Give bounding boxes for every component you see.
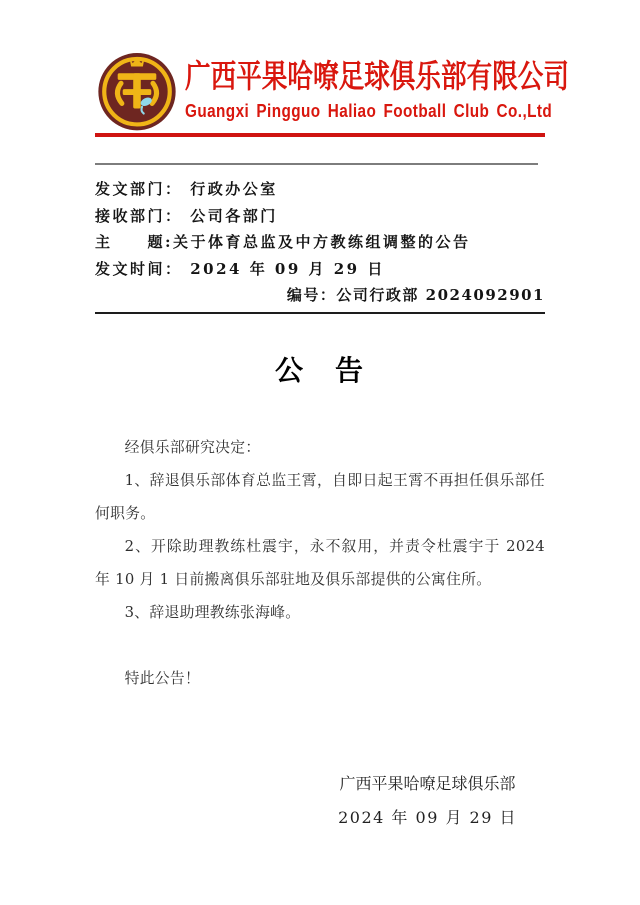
notice-title: 公 告	[274, 353, 365, 387]
letterhead	[95, 48, 570, 132]
letterhead-titles	[179, 57, 570, 122]
doc-number: 编号：公司行政部 2024092901	[286, 286, 545, 304]
notice-item-2: 2、开除助理教练杜震宇，永不叙用，并责令杜震宇于 2024 年 10 月 1 日前搬离俱乐部驻地及俱乐部提供的公寓住所。	[95, 538, 545, 589]
club-logo	[95, 48, 179, 132]
notice-item-1: 1、辞退俱乐部体育总监王霄，自即日起王霄不再担任俱乐部任何职务。	[95, 472, 545, 523]
company-name-en: Guangxi Pingguo Haliao Football Club Co.,Ltd	[185, 101, 553, 121]
gray-divider	[95, 163, 538, 165]
signature-org: 广西平果哈嘹足球俱乐部	[339, 774, 516, 794]
meta-receiving-dept: 接收部门： 公司各部门	[95, 206, 278, 225]
notice-item-3: 3、辞退助理教练张海峰。	[124, 604, 301, 622]
club-emblem-icon	[95, 48, 179, 132]
signature-block	[338, 775, 517, 827]
notice-opening: 经俱乐部研究决定：	[124, 439, 261, 457]
notice-closing: 特此公告！	[124, 670, 201, 688]
document-meta	[95, 176, 545, 309]
black-divider	[95, 312, 545, 314]
red-divider	[95, 133, 545, 137]
meta-issuing-dept: 发文部门： 行政办公室	[95, 180, 278, 198]
signature-date: 2024 年 09 月 29 日	[338, 808, 517, 828]
company-name-zh: 广西平果哈嘹足球俱乐部有限公司	[185, 57, 570, 96]
meta-subject: 主 题:关于体育总监及中方教练组调整的公告	[95, 233, 471, 251]
meta-issue-date: 发文时间： 2024 年 09 月 29 日	[95, 259, 385, 278]
notice-body	[95, 431, 545, 695]
